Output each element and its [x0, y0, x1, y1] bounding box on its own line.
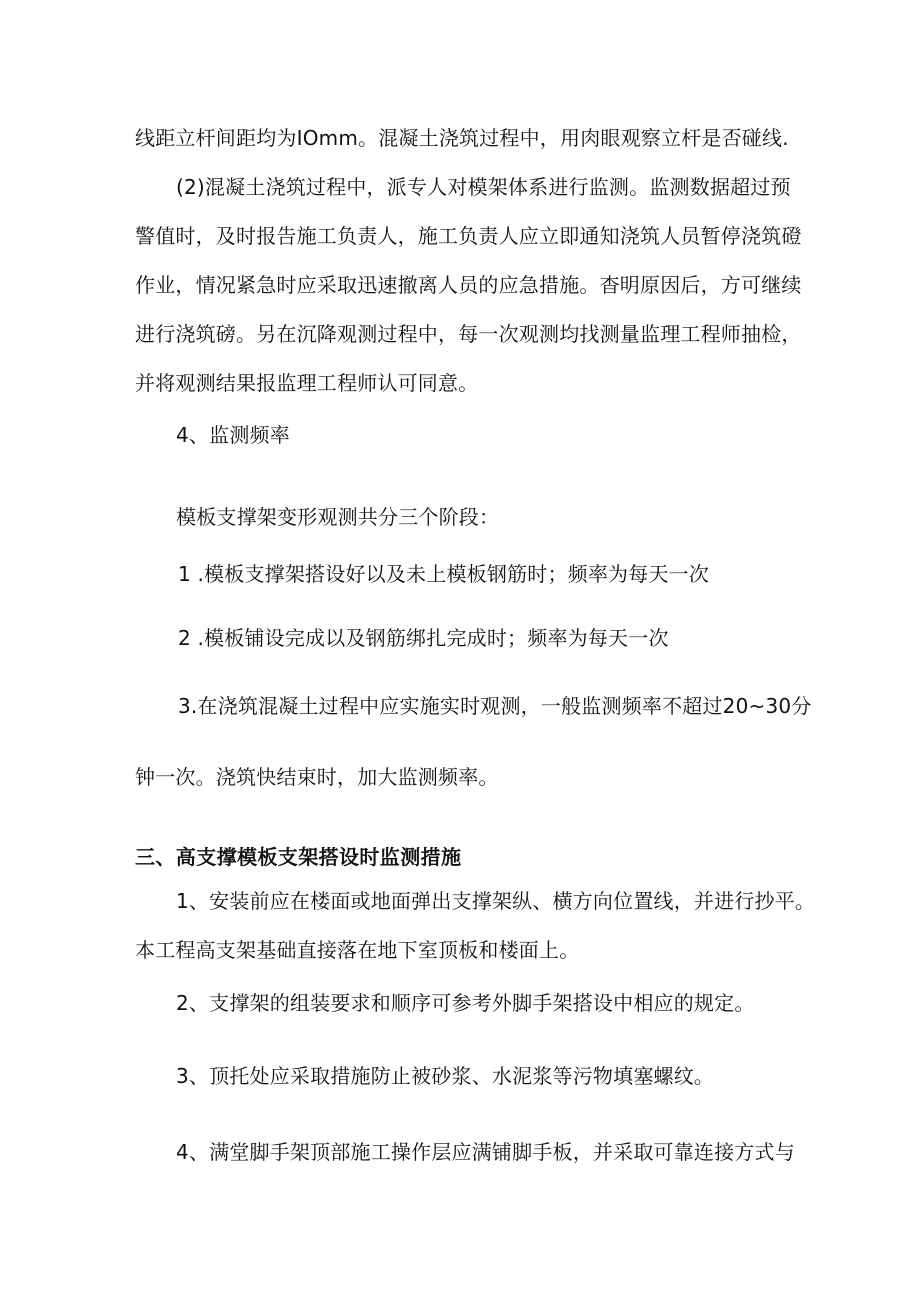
paragraph-line-4: 作业，情况紧急时应采取迅速撤离人员的应急措施。杳明原因后，方可继续	[135, 273, 802, 297]
section-subtitle-monitoring-frequency: 4、监测频率	[176, 423, 290, 447]
paragraph-line-measure-1-continued: 本工程高支架基础直接落在地下室顶板和楼面上。	[135, 938, 580, 962]
list-item-stage-2: 2 .模板铺设完成以及钢筋绑扎完成时；频率为每天一次	[178, 626, 669, 650]
list-item-stage-1: 1 .模板支撑架搭设好以及未上模板钢筋时；频率为每天一次	[178, 562, 710, 586]
paragraph-line-measure-4: 4、满堂脚手架顶部施工操作层应满铺脚手板，并采取可靠连接方式与	[176, 1140, 795, 1164]
paragraph-line-3: 警值时，及时报告施工负责人，施工负责人应立即通知浇筑人员暂停浇筑磴	[135, 224, 802, 248]
paragraph-line-5: 进行浇筑磅。另在沉降观测过程中，每一次观测均找测量监理工程师抽检，	[135, 322, 802, 346]
paragraph-line-6: 并将观测结果报监理工程师认可同意。	[135, 371, 479, 395]
paragraph-line-2: (2)混凝土浇筑过程中，派专人对模架体系进行监测。监测数据超过预	[176, 175, 791, 199]
paragraph-line-stage-3-continued: 钟一次。浇筑快结束时，加大监测频率。	[135, 765, 499, 789]
paragraph-line-measure-2: 2、支撑架的组装要求和顺序可参考外脚手架搭设中相应的规定。	[176, 991, 755, 1015]
paragraph-line-measure-3: 3、顶托处应采取措施防止被砂浆、水泥浆等污物填塞螺纹。	[176, 1064, 715, 1088]
paragraph-line-measure-1: 1、安装前应在楼面或地面弹出支撑架纵、横方向位置线，并进行抄平。	[176, 889, 816, 913]
list-item-stage-3: 3.在浇筑混凝土过程中应实施实时观测，一般监测频率不超过20~30分	[178, 694, 812, 718]
paragraph-line-1: 线距立杆间距均为IOmm。混凝土浇筑过程中，用肉眼观察立杆是否碰线.	[135, 126, 789, 150]
section-heading-high-support-monitoring: 三、高支撑模板支架搭设时监测措施	[135, 845, 462, 869]
paragraph-line-stage-intro: 模板支撑架变形观测共分三个阶段：	[176, 505, 500, 529]
